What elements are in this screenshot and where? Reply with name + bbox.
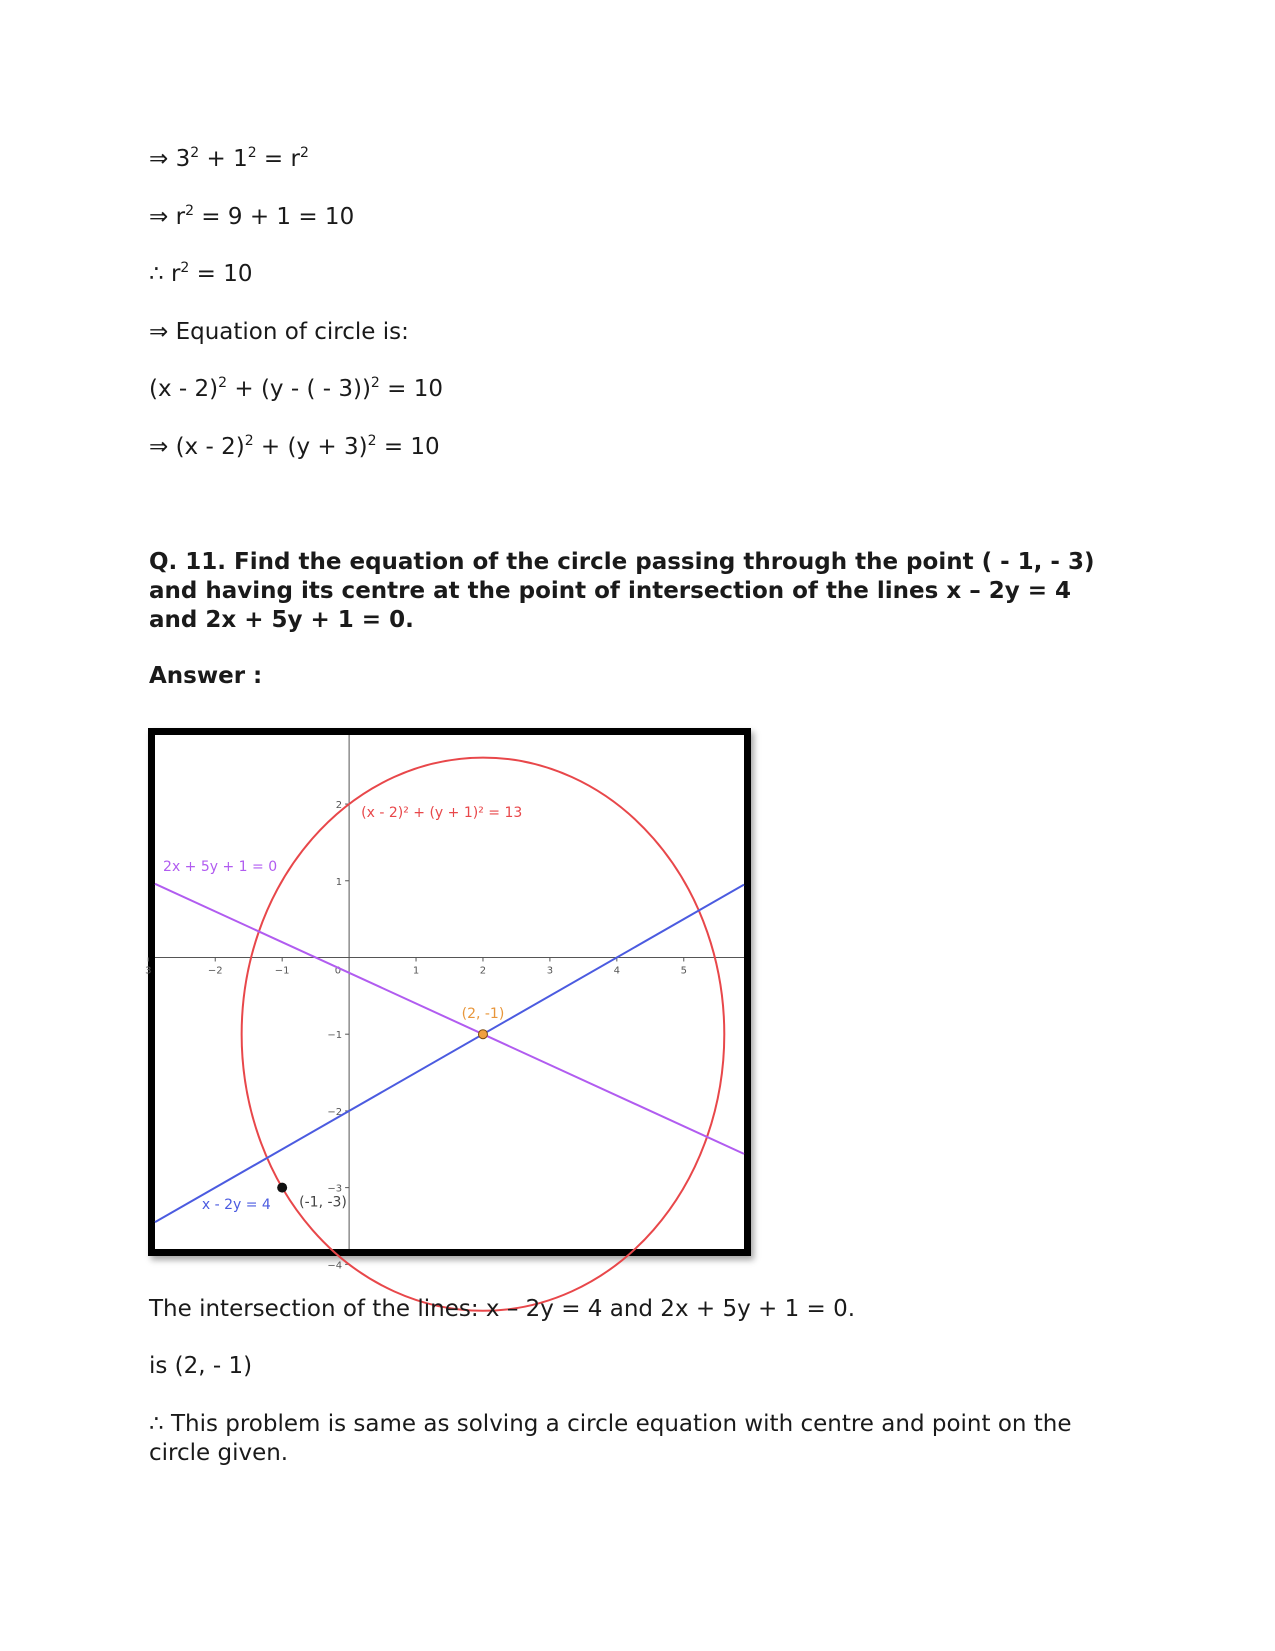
x-tick-label: −1 — [274, 965, 290, 977]
step-1: ⇒ $3^2 + 1^2 = r^2$ — [149, 145, 309, 172]
line2-equation-label: 2x + 5y + 1 = 0 — [163, 858, 278, 875]
given-point — [277, 1183, 287, 1193]
x-tick-label: 3 — [546, 965, 554, 977]
center-point — [478, 1030, 487, 1039]
y-tick-label: −4 — [327, 1260, 343, 1272]
conclusion: ∴ This problem is same as solving a circle equation with centre and point on the circle given. — [149, 1411, 1072, 1466]
step-5: (x - 2)$^2$ + (y - ( - 3))$^2$ = 10 — [149, 375, 444, 402]
intersection-result: is (2, - 1) — [149, 1353, 253, 1379]
x-tick-label: 1 — [412, 965, 420, 977]
intersection-statement: The intersection of the lines: x – 2y = 4 and 2x + 5y + 1 = 0. — [149, 1296, 856, 1322]
center-point-label: (2, -1) — [461, 1006, 505, 1023]
step-3: ∴ $r^2 = 10$ — [149, 260, 253, 287]
given-point-label: (-1, -3) — [299, 1194, 347, 1211]
x-tick-label: 5 — [680, 965, 687, 977]
x-tick-label: 3 — [145, 965, 152, 977]
step-4: ⇒ Equation of circle is: — [149, 319, 409, 345]
x-tick-label: 2 — [479, 965, 487, 977]
x-tick-label: −2 — [207, 965, 223, 977]
y-tick-label: −1 — [327, 1030, 343, 1042]
y-tick-label: −2 — [327, 1106, 343, 1118]
answer-label: Answer : — [149, 663, 263, 689]
x-tick-label: 4 — [613, 965, 621, 977]
origin-label: 0 — [334, 965, 342, 977]
y-tick-label: 2 — [335, 800, 343, 812]
graph-figure — [145, 728, 751, 1272]
question-11: Q. 11. Find the equation of the circle passing through the point ( - 1, - 3) and having its centre at the point of intersection of the lines x – 2y = 4 and 2x + 5y + 1 = 0. — [149, 549, 1095, 633]
step-6: ⇒ $(x - 2)^2 + (y + 3)^2 = 10$ — [149, 433, 440, 460]
line1-equation-label: x - 2y = 4 — [201, 1197, 271, 1214]
y-tick-label: −3 — [327, 1183, 343, 1195]
circle-equation-label: (x - 2)² + (y + 1)² = 13 — [361, 805, 523, 822]
line-2x-5y-1 — [155, 884, 744, 1154]
line-x-2y-4 — [155, 885, 744, 1223]
step-2: ⇒ $r^2 = 9 + 1 = 10$ — [149, 203, 355, 230]
graph-svg — [145, 735, 744, 1272]
y-tick-label: 1 — [335, 876, 343, 888]
